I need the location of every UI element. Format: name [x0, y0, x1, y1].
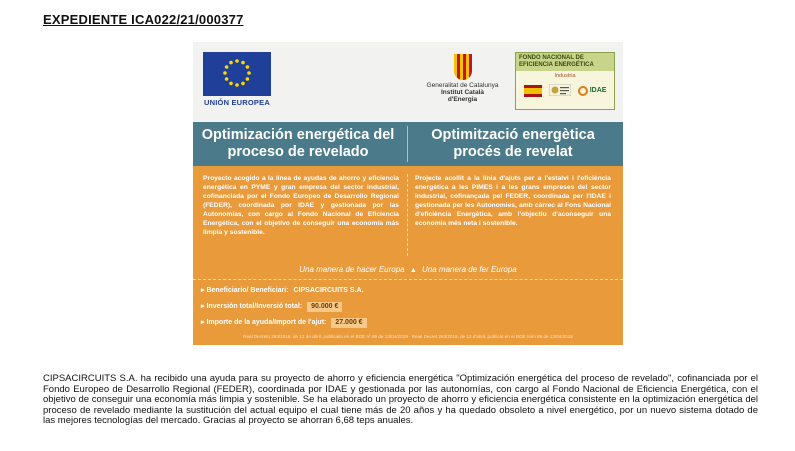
aid-value: 27.000 €: [331, 318, 366, 328]
title-ca: Optimització energètica procés de revelat: [431, 127, 595, 160]
ministry-emblem-icon: [549, 84, 571, 97]
legal-footnote: Real Decreto 263/2019, de 12 de abril, publicado en el BOE nº 89 de 13/04/2019 · Reial Decret 263/2019, de 12 d'abril, publicat en el BOE núm 89 de 13/04/2019: [243, 334, 573, 339]
bullet-icon: ▸: [201, 303, 205, 310]
beneficiary-row: [201, 286, 616, 296]
catalan-shield-icon: [454, 54, 472, 80]
spain-flag-icon: [524, 85, 542, 97]
title-band: [193, 122, 623, 166]
generalitat-label: Generalitat de Catalunya: [426, 82, 499, 89]
idae-label: IDAE: [589, 87, 607, 94]
description-divider: [407, 174, 409, 256]
slogan-ca: Una manera de fer Europa: [422, 265, 517, 274]
fne-title: FONDO NACIONAL DE EFICIENCIA ENERGÉTICA: [516, 53, 614, 71]
aid-label: Importe de la ayuda/Import de l'ajut:: [206, 319, 327, 326]
description-ca: Projecte acollit a la línia d'ajuts per a l'estalvi i l'eficiència energètica a les PIMES i a les grans empreses del sector industrial, cofinançada pel FEDER, coordinada per l'IDAE i gestionada per les Autonomies, amb càrrec al Fons Nacional d'eficiència Energètica, amb l'objectiu d'aconseguir una economia més neta i sostenible.: [415, 175, 611, 227]
feder-slogan: [193, 265, 623, 274]
beneficiary-value: CIPSACIRCUITS S.A.: [293, 287, 364, 294]
triangle-icon: ▲: [409, 267, 417, 274]
bullet-icon: ▸: [201, 287, 205, 294]
description-es: Proyecto acogido a la línea de ayudas de ahorro y eficiencia energética en PYME y gran empresa del sector industrial, cofinanciada por el Fondo Europeo de Desarrollo Regional (FEDER), coordinada por IDAE y gestionada por las Autonomías, con cargo al Fondo Nacional de Eficiencia Energética, con el objetivo de conseguir una economía más limpia y sostenible.: [203, 175, 399, 236]
grant-details: [201, 286, 616, 334]
investment-label: Inversión total/Inversió total:: [206, 303, 303, 310]
investment-value: 90.000 €: [307, 302, 342, 312]
beneficiary-label: Beneficiario/ Beneficiari:: [206, 287, 289, 294]
icaen-label-1: Institut Català: [441, 89, 484, 96]
panel-divider: [193, 279, 623, 281]
title-es: Optimización energética del proceso de revelado: [201, 127, 395, 160]
icaen-label-2: d'Energia: [447, 96, 478, 103]
eu-logo: [203, 52, 271, 108]
investment-row: [201, 302, 616, 312]
eu-label: UNIÓN EUROPEA: [204, 98, 270, 107]
fne-logos-row: [516, 84, 614, 97]
fne-subtitle: Industria: [554, 73, 576, 79]
info-panel: [193, 166, 623, 345]
fne-logo: [515, 52, 615, 110]
aid-row: [201, 318, 616, 328]
project-description: CIPSACIRCUITS S.A. ha recibido una ayuda para su proyecto de ahorro y eficiencia energética "Optimización energética del proceso de revelado", cofinanciada por el Fondo Europeo de Desarrollo Regional (FEDER), coordinada por IDAE y gestionada por las autonomías, con cargo al Fondo Nacional de Eficiencia Energética, con el objetivo de conseguir una economía más limpia y sostenible. Se ha elaborado un proyecto de ahorro y eficiencia energética consistente en la optimización energética del proceso de revelado mediante la sustitución del actual equipo el cual tiene más de 20 años y ha quedado obsoleto a nivel energético, por un nuevo sistema dotado de las mejores tecnologías del mercado. Gracias al proyecto se ahorran 6,68 teps anuales.: [43, 373, 758, 427]
eu-flag-icon: [203, 52, 271, 96]
expediente-title: EXPEDIENTE ICA022/21/000377: [43, 12, 244, 27]
bullet-icon: ▸: [201, 319, 205, 326]
slogan-es: Una manera de hacer Europa: [299, 265, 405, 274]
idae-ring-icon: [578, 86, 588, 96]
generalitat-logo: [415, 54, 510, 108]
idae-logo: [578, 86, 607, 96]
project-poster: [193, 42, 623, 345]
